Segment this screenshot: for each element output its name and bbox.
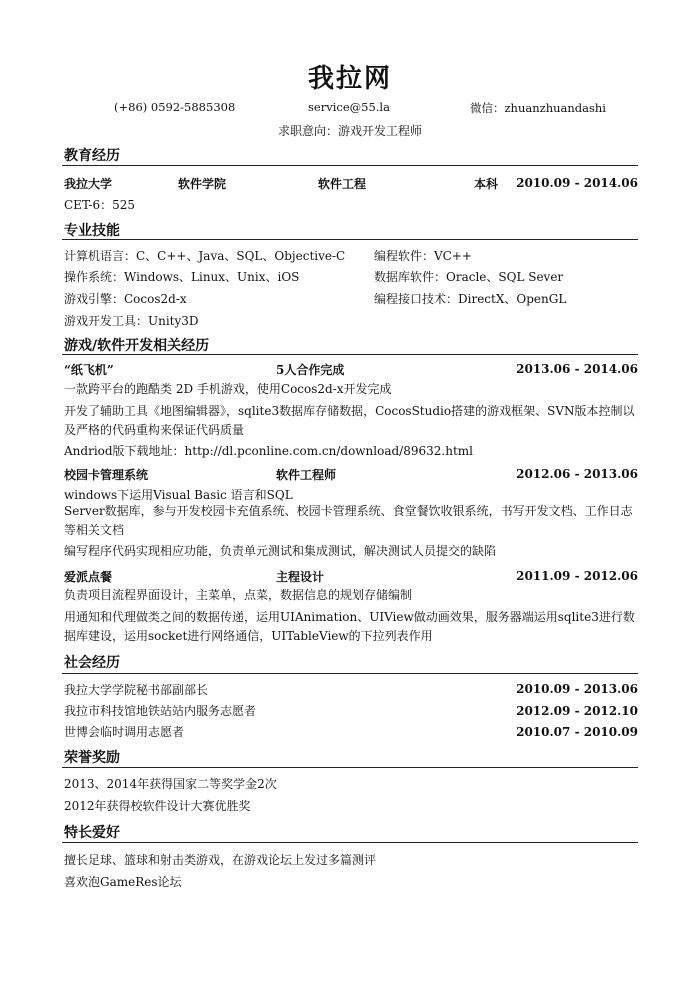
project-detail: windows下运用Visual Basic 语言和SQL <box>64 488 293 502</box>
project-role: 5人合作完成 <box>276 363 345 377</box>
project-name: 爱派点餐 <box>64 570 113 584</box>
project-detail: 编写程序代码实现相应功能，负责单元测试和集成测试，解决测试人员提交的缺陷 <box>64 544 497 558</box>
skill-engine: 游戏引擎：Cocos2d-x <box>64 292 187 306</box>
edu-major: 软件工程 <box>318 177 367 191</box>
project-detail: Andriod版下载地址：http://dl.pconline.com.cn/download/89632.html <box>64 444 473 458</box>
project-date: 2012.06 - 2013.06 <box>516 467 638 481</box>
section-title-experience: 游戏/软件开发相关经历 <box>64 338 210 354</box>
skill-database: 数据库软件：Oracle、SQL Sever <box>374 270 564 284</box>
skill-tool: 游戏开发工具：Unity3D <box>64 314 199 328</box>
section-divider <box>62 842 638 843</box>
project-role: 主程设计 <box>276 570 325 584</box>
section-title-education: 教育经历 <box>64 148 120 164</box>
project-name: 校园卡管理系统 <box>64 468 149 482</box>
project-detail: 负责项目流程界面设计，主菜单，点菜，数据信息的规划存储编制 <box>64 588 413 602</box>
edu-degree: 本科 <box>474 177 499 191</box>
contact-phone: (+86) 0592-5885308 <box>114 100 236 114</box>
skill-api: 编程接口技术：DirectX、OpenGL <box>374 292 567 306</box>
project-detail: 开发了辅助工具《地图编辑器》，sqlite3数据库存储数据，CocosStudio搭建的游戏框架、SVN版本控制以及严格的代码重构来保证代码质量 <box>64 404 635 437</box>
project-detail: 用通知和代理做类之间的数据传递，运用UIAnimation、UIView做动画效果，服务器端运用sqlite3进行数据库建设，运用socket进行网络通信，UITableView的下拉列表作用 <box>64 610 635 643</box>
award-item: 2012年获得校软件设计大赛优胜奖 <box>64 799 251 813</box>
section-divider <box>62 673 638 674</box>
skill-ide: 编程软件：VC++ <box>374 249 472 263</box>
social-date: 2010.07 - 2010.09 <box>516 725 638 739</box>
social-date: 2012.09 - 2012.10 <box>516 704 638 718</box>
section-title-skills: 专业技能 <box>64 223 120 239</box>
section-divider <box>62 767 638 768</box>
contact-email: service@55.la <box>308 100 390 114</box>
section-title-hobbies: 特长爱好 <box>64 825 120 841</box>
section-divider <box>62 239 638 240</box>
hobby-item: 擅长足球、篮球和射击类游戏，在游戏论坛上发过多篇测评 <box>64 853 377 867</box>
social-item: 世博会临时调用志愿者 <box>64 725 185 739</box>
social-item: 我拉大学学院秘书部副部长 <box>64 683 209 697</box>
edu-college: 软件学院 <box>178 177 227 191</box>
project-name: “纸飞机” <box>64 363 114 377</box>
project-date: 2011.09 - 2012.06 <box>516 569 638 583</box>
social-date: 2010.09 - 2013.06 <box>516 682 638 696</box>
project-detail: 一款跨平台的跑酷类 2D 手机游戏，使用Cocos2d-x开发完成 <box>64 382 392 396</box>
section-title-awards: 荣誉奖励 <box>64 750 120 766</box>
edu-cet-score: CET-6：525 <box>64 198 135 212</box>
edu-school: 我拉大学 <box>64 177 113 191</box>
project-detail: Server数据库，参与开发校园卡充值系统、校园卡管理系统、食堂餐饮收银系统，书写开发文档、工作日志等相关文档 <box>64 504 633 537</box>
project-date: 2013.06 - 2014.06 <box>516 362 638 376</box>
project-role: 软件工程师 <box>276 468 337 482</box>
candidate-name: 我拉网 <box>307 64 392 94</box>
social-item: 我拉市科技馆地铁站站内服务志愿者 <box>64 704 257 718</box>
skill-languages: 计算机语言：C、C++、Java、SQL、Objective-C <box>64 249 346 263</box>
job-objective: 求职意向：游戏开发工程师 <box>277 124 422 138</box>
skill-os: 操作系统：Windows、Linux、Unix、iOS <box>64 270 300 284</box>
award-item: 2013、2014年获得国家二等奖学金2次 <box>64 777 277 791</box>
contact-wechat: 微信：zhuanzhuandashi <box>470 101 606 115</box>
hobby-item: 喜欢泡GameRes论坛 <box>64 875 182 889</box>
edu-date: 2010.09 - 2014.06 <box>516 176 638 190</box>
section-divider <box>62 354 638 355</box>
section-divider <box>62 165 638 166</box>
section-title-social: 社会经历 <box>64 655 120 671</box>
